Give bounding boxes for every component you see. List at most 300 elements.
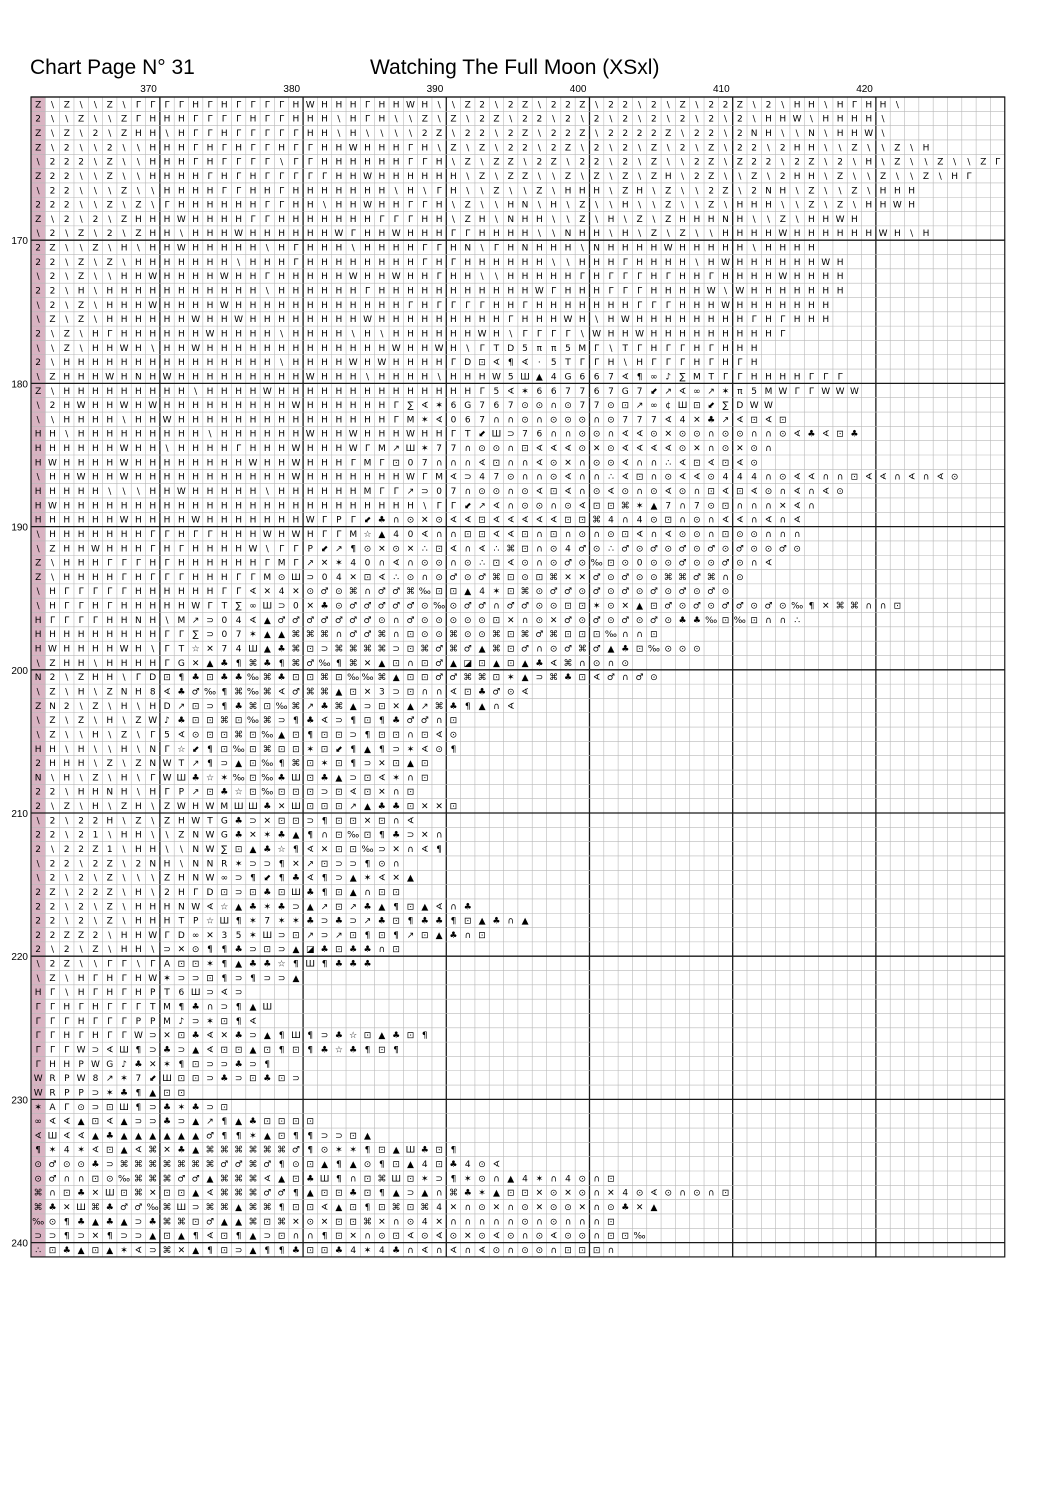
grid-symbol: H	[392, 200, 400, 211]
grid-symbol: ✕	[320, 558, 329, 569]
grid-symbol: 0	[407, 529, 414, 540]
grid-symbol: 2	[708, 129, 715, 139]
grid-symbol: ⊡	[721, 501, 730, 512]
grid-symbol: Z	[92, 845, 99, 855]
grid-symbol: H	[235, 214, 243, 225]
grid-symbol: H	[364, 257, 371, 268]
grid-symbol: H	[292, 329, 300, 340]
grid-symbol: ♂	[678, 544, 687, 555]
grid-symbol: ¶	[207, 759, 213, 770]
grid-symbol: \	[36, 343, 40, 354]
grid-symbol: H	[321, 401, 328, 412]
grid-symbol: ∩	[808, 501, 815, 512]
grid-symbol: H	[149, 372, 157, 383]
grid-symbol: ⊡	[349, 845, 357, 855]
grid-symbol: Γ	[250, 143, 256, 154]
grid-symbol: H	[736, 343, 744, 354]
column-number-label: 390	[426, 84, 444, 95]
grid-symbol: H	[120, 300, 128, 311]
grid-symbol: H	[120, 243, 128, 254]
grid-symbol: 0	[407, 458, 414, 469]
grid-symbol: ⌘	[491, 572, 501, 583]
grid-symbol: \	[151, 945, 155, 956]
grid-symbol: ▲	[335, 773, 343, 784]
grid-symbol: H	[292, 358, 300, 369]
grid-symbol: \	[108, 802, 112, 813]
grid-symbol: H	[34, 501, 42, 512]
grid-symbol: ⊙	[578, 558, 587, 569]
grid-symbol: ✶	[206, 1016, 214, 1027]
grid-symbol: ⊙	[463, 615, 472, 626]
grid-symbol: H	[135, 830, 142, 841]
grid-symbol: ✕	[564, 572, 572, 583]
grid-symbol: H	[865, 114, 873, 125]
grid-symbol: 4	[336, 572, 342, 583]
grid-symbol: H	[163, 186, 171, 197]
grid-symbol: ⊡	[335, 759, 343, 770]
grid-symbol: \	[122, 902, 126, 913]
grid-symbol: ∩	[378, 558, 386, 569]
grid-symbol: ⊃	[91, 1102, 100, 1113]
grid-symbol: \	[408, 129, 413, 139]
grid-symbol: ⊡	[378, 1203, 386, 1213]
grid-symbol: H	[149, 444, 157, 455]
grid-symbol: Z	[679, 229, 686, 240]
grid-symbol: H	[163, 401, 171, 412]
grid-symbol: ∩	[707, 1188, 715, 1199]
grid-symbol: H	[63, 415, 71, 426]
grid-symbol: ⊙	[478, 1203, 486, 1213]
grid-symbol: \	[122, 157, 126, 168]
grid-symbol: ⊙	[549, 458, 558, 469]
grid-symbol: ⊡	[463, 916, 472, 927]
grid-symbol: ✕	[693, 415, 701, 426]
grid-symbol: H	[106, 630, 114, 641]
grid-symbol: W	[148, 300, 158, 311]
grid-symbol: 2	[92, 214, 99, 225]
grid-symbol: ⊙	[77, 1102, 85, 1113]
grid-symbol: H	[106, 501, 114, 512]
grid-symbol: Z	[722, 186, 729, 197]
grid-symbol: ⊙	[621, 558, 630, 569]
grid-symbol: \	[93, 873, 97, 884]
grid-symbol: ⊃	[220, 1059, 229, 1070]
grid-symbol: ⊙	[607, 572, 615, 583]
grid-symbol: H	[92, 558, 99, 569]
grid-symbol: H	[306, 129, 314, 139]
grid-symbol: W	[391, 272, 401, 283]
grid-symbol: Z	[564, 171, 572, 182]
grid-symbol: H	[120, 529, 128, 540]
grid-symbol: ▲	[478, 916, 486, 927]
grid-symbol: Γ	[236, 444, 242, 455]
grid-symbol: N	[177, 902, 185, 913]
grid-symbol: ⌘	[205, 1203, 215, 1213]
grid-symbol: ∢	[478, 1245, 486, 1256]
grid-symbol: ⊡	[363, 572, 372, 583]
grid-symbol: ∢	[378, 572, 386, 583]
grid-symbol: \	[910, 229, 914, 240]
grid-symbol: H	[822, 214, 830, 225]
grid-symbol: ⊙	[463, 558, 472, 569]
grid-symbol: H	[92, 673, 99, 684]
grid-symbol: \	[337, 114, 341, 125]
grid-symbol: ∢	[134, 1245, 143, 1256]
grid-symbol: H	[364, 300, 371, 311]
grid-symbol: Γ	[221, 157, 227, 168]
grid-symbol: ⊙	[950, 472, 959, 483]
grid-symbol: Γ	[236, 129, 242, 139]
grid-symbol: ¶	[321, 816, 328, 827]
grid-symbol: ✕	[463, 1231, 472, 1242]
grid-symbol: ∩	[507, 415, 515, 426]
grid-symbol: ⌘	[262, 687, 272, 698]
grid-symbol: ♣	[392, 802, 401, 813]
grid-symbol: H	[521, 257, 529, 268]
grid-symbol: 2	[78, 157, 84, 168]
grid-symbol: \	[65, 816, 69, 827]
grid-symbol: ⊙	[105, 1174, 114, 1185]
grid-symbol: ⊡	[363, 830, 372, 841]
grid-symbol: Γ	[751, 315, 757, 326]
grid-symbol: ⊃	[406, 1188, 415, 1199]
grid-symbol: H	[192, 372, 200, 383]
grid-symbol: ⊃	[392, 744, 400, 755]
grid-symbol: Γ	[665, 300, 671, 311]
grid-symbol: H	[220, 100, 228, 111]
grid-symbol: ✕	[435, 1217, 443, 1228]
grid-symbol: \	[36, 315, 40, 326]
grid-symbol: H	[392, 171, 400, 182]
grid-symbol: \	[93, 229, 97, 240]
grid-symbol: H	[349, 300, 357, 311]
grid-symbol: Z	[178, 830, 185, 841]
grid-symbol: H	[378, 386, 386, 397]
grid-symbol: ♂	[563, 558, 573, 569]
grid-symbol: 2	[49, 401, 56, 412]
grid-symbol: ⊡	[48, 1245, 57, 1256]
grid-symbol: ⊡	[363, 716, 372, 727]
grid-symbol: ♪	[665, 372, 672, 383]
grid-symbol: Γ	[164, 529, 170, 540]
grid-symbol: Z	[78, 300, 85, 311]
grid-symbol: 7	[421, 458, 428, 469]
grid-symbol: ‰	[361, 845, 374, 855]
grid-symbol: 4	[608, 515, 614, 526]
grid-symbol: \	[93, 687, 97, 698]
grid-symbol: ⊡	[378, 930, 386, 941]
grid-symbol: ∢	[535, 515, 544, 526]
grid-symbol: ✕	[378, 759, 386, 770]
grid-symbol: ✕	[378, 787, 386, 798]
grid-symbol: ⊃	[249, 1031, 257, 1042]
grid-symbol: \	[36, 658, 40, 669]
grid-symbol: H	[535, 272, 543, 283]
grid-symbol: Γ	[107, 329, 113, 340]
grid-symbol: N	[206, 859, 214, 870]
grid-symbol: ↗	[721, 415, 730, 426]
grid-symbol: \	[108, 214, 112, 225]
grid-symbol: H	[106, 458, 114, 469]
grid-symbol: H	[650, 243, 658, 254]
grid-symbol: Ш	[248, 802, 258, 813]
grid-symbol: ⊃	[320, 787, 329, 798]
grid-symbol: 2	[63, 845, 70, 855]
grid-symbol: ∩	[435, 830, 443, 841]
grid-symbol: ♂	[592, 644, 601, 655]
grid-symbol: ♣	[563, 673, 573, 684]
grid-symbol: 2	[35, 114, 42, 125]
grid-symbol: 2	[135, 859, 142, 870]
grid-symbol: H	[77, 544, 85, 555]
grid-symbol: ∢	[91, 1145, 100, 1156]
grid-symbol: \	[895, 100, 899, 111]
grid-symbol: ¶	[321, 959, 328, 970]
grid-symbol: H	[750, 372, 758, 383]
grid-symbol: ⊡	[392, 887, 400, 898]
grid-symbol: ⊙	[392, 544, 400, 555]
grid-symbol: Z	[493, 186, 500, 197]
grid-symbol: \	[151, 343, 155, 354]
grid-symbol: ⊡	[363, 1188, 372, 1199]
grid-symbol: H	[263, 372, 271, 383]
grid-symbol: ☆	[277, 845, 286, 855]
grid-symbol: ‰	[791, 601, 804, 612]
grid-symbol: ♂	[306, 615, 315, 626]
grid-symbol: ⊡	[277, 1231, 286, 1242]
grid-symbol: ∢	[435, 730, 443, 741]
grid-symbol: ⌘	[849, 601, 859, 612]
grid-symbol: ▲	[263, 615, 271, 626]
grid-symbol: ¶	[336, 1160, 342, 1171]
grid-symbol: 2	[49, 930, 56, 941]
grid-symbol: ⊡	[693, 458, 701, 469]
grid-symbol: W	[119, 401, 129, 412]
grid-symbol: ∢	[535, 458, 544, 469]
grid-symbol: ∩	[894, 472, 901, 483]
grid-symbol: \	[681, 186, 685, 197]
grid-symbol: \	[824, 171, 828, 182]
grid-symbol: H	[421, 386, 429, 397]
grid-symbol: H	[836, 229, 844, 240]
grid-symbol: Z	[135, 716, 142, 727]
grid-symbol: H	[92, 401, 99, 412]
grid-symbol: M	[263, 572, 272, 583]
grid-symbol: 2	[164, 887, 170, 898]
grid-symbol: ▲	[206, 1174, 214, 1185]
grid-symbol: ‰	[347, 830, 360, 841]
grid-symbol: ∢	[721, 515, 730, 526]
grid-symbol: H	[177, 343, 185, 354]
grid-symbol: H	[206, 343, 214, 354]
grid-symbol: H	[77, 458, 85, 469]
grid-symbol: H	[177, 386, 185, 397]
grid-symbol: ∩	[879, 601, 887, 612]
grid-symbol: H	[192, 272, 200, 283]
grid-symbol: ▲	[134, 1131, 142, 1142]
grid-symbol: ∩	[507, 916, 515, 927]
grid-symbol: H	[220, 315, 228, 326]
grid-symbol: \	[723, 200, 728, 211]
grid-symbol: ♣	[377, 802, 386, 813]
grid-symbol: H	[736, 243, 744, 254]
grid-symbol: ⊙	[650, 572, 658, 583]
grid-symbol: 2	[622, 157, 629, 168]
grid-symbol: \	[65, 787, 69, 798]
grid-symbol: Z	[120, 730, 128, 741]
grid-symbol: ¶	[235, 1016, 242, 1027]
grid-symbol: ✶	[463, 1174, 472, 1185]
grid-symbol: Γ	[465, 300, 471, 311]
grid-symbol: ⊡	[306, 644, 315, 655]
grid-symbol: 2	[35, 759, 42, 770]
grid-symbol: W	[76, 472, 86, 483]
grid-symbol: W	[434, 343, 444, 354]
grid-symbol: ⊙	[693, 529, 701, 540]
grid-symbol: ▲	[149, 1231, 157, 1242]
grid-symbol: H	[407, 243, 414, 254]
grid-symbol: H	[321, 487, 328, 497]
grid-symbol: \	[122, 816, 126, 827]
grid-symbol: ∢	[621, 444, 630, 455]
grid-symbol: H	[450, 343, 457, 354]
grid-symbol: ⌘	[262, 1145, 272, 1156]
grid-symbol: H	[106, 315, 114, 326]
column-number-label: 380	[283, 84, 301, 95]
grid-symbol: ♂	[563, 587, 573, 598]
grid-symbol: ✶	[263, 902, 272, 913]
grid-symbol: H	[707, 329, 715, 340]
grid-symbol: H	[650, 329, 658, 340]
grid-symbol: ¶	[63, 1217, 70, 1228]
grid-symbol: ¶	[221, 687, 228, 698]
grid-symbol: ⊡	[435, 1145, 443, 1156]
grid-symbol: Z	[78, 315, 85, 326]
grid-symbol: H	[249, 558, 257, 569]
grid-symbol: \	[165, 129, 169, 139]
grid-symbol: ♣	[177, 1145, 186, 1156]
grid-symbol: ∩	[63, 1174, 71, 1185]
grid-symbol: \	[723, 143, 728, 154]
grid-symbol: \	[122, 873, 126, 884]
grid-symbol: W	[262, 386, 272, 397]
grid-symbol: ♣	[163, 1045, 172, 1056]
grid-symbol: ∢	[549, 1231, 558, 1242]
grid-symbol: \	[681, 171, 685, 182]
grid-symbol: 7	[608, 372, 614, 383]
grid-symbol: ∢	[650, 1188, 658, 1199]
grid-symbol: H	[392, 429, 400, 440]
grid-symbol: Γ	[407, 200, 413, 211]
grid-symbol: ∢	[449, 544, 458, 555]
grid-symbol: ⊙	[793, 544, 801, 555]
grid-symbol: H	[149, 458, 157, 469]
grid-symbol: H	[220, 444, 228, 455]
grid-symbol: ⌘	[420, 1203, 430, 1213]
grid-symbol: H	[679, 315, 686, 326]
grid-symbol: Γ	[193, 114, 199, 125]
grid-symbol: \	[65, 257, 69, 268]
grid-symbol: ⊡	[378, 887, 386, 898]
grid-symbol: H	[335, 401, 343, 412]
grid-symbol: H	[149, 601, 157, 612]
grid-symbol: H	[321, 315, 328, 326]
grid-symbol: Γ	[250, 572, 256, 583]
grid-symbol: H	[564, 186, 572, 197]
grid-symbol: ⊡	[478, 529, 486, 540]
grid-symbol: H	[321, 129, 328, 139]
grid-symbol: ⊡	[564, 515, 572, 526]
grid-symbol: Γ	[35, 1002, 41, 1013]
grid-symbol: H	[378, 243, 386, 254]
grid-symbol: ☆	[277, 959, 286, 970]
grid-symbol: ⊡	[549, 487, 558, 497]
grid-symbol: ♂	[263, 1188, 272, 1199]
grid-symbol: ⌘	[234, 1174, 244, 1185]
grid-symbol: H	[149, 214, 157, 225]
grid-symbol: ⊡	[478, 658, 486, 669]
grid-symbol: ♣	[234, 830, 243, 841]
grid-symbol: H	[249, 343, 257, 354]
grid-symbol: \	[537, 229, 541, 240]
grid-symbol: ∞	[249, 601, 257, 612]
grid-symbol: ¶	[421, 1031, 428, 1042]
grid-symbol: \	[79, 200, 83, 211]
grid-symbol: \	[280, 329, 284, 340]
grid-symbol: H	[63, 487, 71, 497]
grid-symbol: ✶	[521, 386, 529, 397]
grid-symbol: H	[135, 286, 142, 297]
grid-symbol: ⊡	[378, 1045, 386, 1056]
grid-symbol: ✕	[206, 930, 214, 941]
grid-symbol: H	[149, 229, 157, 240]
grid-symbol: H	[120, 329, 128, 340]
grid-symbol: ∩	[364, 587, 371, 598]
grid-symbol: Γ	[35, 1045, 41, 1056]
grid-symbol: Γ	[207, 100, 213, 111]
grid-symbol: ∢	[492, 358, 501, 369]
grid-symbol: ¶	[393, 1045, 400, 1056]
grid-symbol: ↗	[335, 930, 343, 941]
grid-symbol: H	[435, 429, 443, 440]
grid-symbol: Z	[579, 100, 586, 111]
grid-symbol: ♣	[850, 429, 859, 440]
grid-symbol: H	[435, 386, 443, 397]
grid-symbol: ∩	[536, 472, 543, 483]
grid-symbol: H	[177, 601, 185, 612]
grid-symbol: ∩	[536, 1217, 543, 1228]
grid-symbol: ♣	[77, 1217, 86, 1228]
grid-symbol: ⊃	[421, 487, 429, 497]
grid-symbol: ¶	[278, 1245, 285, 1256]
grid-symbol: W	[749, 401, 759, 412]
grid-symbol: ▲	[378, 902, 386, 913]
grid-symbol: ⊡	[578, 1245, 587, 1256]
grid-symbol: 2	[49, 171, 56, 182]
grid-symbol: ∩	[464, 544, 472, 555]
grid-symbol: H	[421, 343, 429, 354]
grid-symbol: \	[494, 100, 498, 111]
grid-symbol: ↗	[306, 701, 315, 712]
grid-symbol: ⊃	[134, 1117, 143, 1128]
grid-symbol: ∩	[593, 415, 600, 426]
grid-symbol: H	[206, 243, 214, 254]
grid-symbol: H	[235, 200, 243, 211]
grid-symbol: ♣	[148, 1217, 157, 1228]
grid-symbol: ⊡	[607, 558, 615, 569]
grid-symbol: H	[249, 444, 257, 455]
grid-symbol: Γ	[450, 358, 456, 369]
